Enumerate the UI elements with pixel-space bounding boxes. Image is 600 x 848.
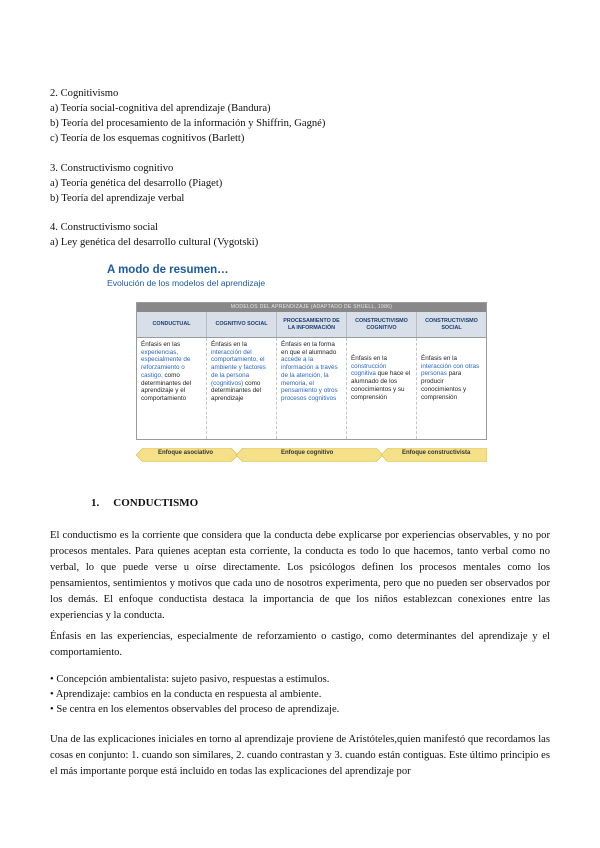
section-title: CONDUCTISMO — [113, 497, 199, 509]
cell-highlight: construcción cognitiva — [351, 362, 387, 378]
table-column-headers — [137, 312, 486, 338]
cell-text: Énfasis en la — [421, 355, 458, 362]
list-item: b) Teoría del procesamiento de la información y Shiffrin, Gagné) — [50, 118, 326, 129]
table-cell — [137, 338, 207, 439]
column-header: CONDUCTUAL — [137, 312, 207, 337]
arrow-label: Enfoque cognitivo — [281, 450, 334, 456]
table-header: MODELOS DEL APRENDIZAJE (ADAPTADO DE SHUELL, 1986) — [137, 303, 486, 312]
figure-subtitle: Evolución de los modelos del aprendizaje — [107, 278, 266, 288]
paragraph: Una de las explicaciones iniciales en torno al aprendizaje proviene de Aristóteles,quien manifestó que recordamos las cosas en conjunto: 1. cuando son similares, 2. cuando contrastan y 3. cuando están contiguas. Este último principio es el más importante porque está incluido en todas las explicaciones del aprendizaje por — [50, 734, 550, 777]
table-cell — [207, 338, 277, 439]
cell-highlight: accede a la información a través de la atención, la memoria, el pensamiento y otros procesos cognitivos — [281, 356, 338, 402]
figure-title: A modo de resumen… — [107, 264, 229, 276]
cell-text: para producir conocimientos y comprensión — [421, 370, 467, 401]
cell-highlight: experiencias, especialmente de reforzamiento o castigo, — [141, 348, 191, 379]
column-header: CONSTRUCTIVISMO COGNITIVO — [347, 312, 417, 337]
paragraph: El conductismo es la corriente que considera que la conducta debe explicarse por experiencias observables, y no por procesos mentales. Para quienes aceptan esta corriente, la conducta es todo lo que hacemos, tanto verbal como no verbal, lo que puede verse u oírse directamente. Los psicólogos definen los procesos mentales como los pensamientos, sentimientos y motivos que cada uno de nosotros experimenta, pero que no pueden ser observados por los demás. El enfoque conductista destaca la importancia de que los niños establezcan conexiones entre las experiencias y la conducta. — [50, 530, 550, 621]
table-cell — [277, 338, 347, 439]
table-cell — [347, 338, 417, 439]
table-body — [137, 338, 486, 439]
summary-figure — [107, 264, 487, 470]
list-item: a) Teoría genética del desarrollo (Piaget) — [50, 178, 223, 189]
column-header: PROCESAMIENTO DE LA INFORMACIÓN — [277, 312, 347, 337]
list-title: 4. Constructivismo social — [50, 222, 158, 233]
list-item: a) Ley genética del desarrollo cultural (Vygotski) — [50, 237, 259, 248]
table-cell — [417, 338, 486, 439]
cell-text: como determinantes del aprendizaje y el comportamiento — [141, 371, 192, 402]
cell-text: Énfasis en las — [141, 341, 181, 348]
list-title: 3. Constructivismo cognitivo — [50, 163, 174, 174]
list-item: b) Teoría del aprendizaje verbal — [50, 193, 185, 204]
arrow-label: Enfoque asociativo — [158, 450, 214, 456]
section-heading — [91, 497, 198, 509]
approach-arrows — [136, 448, 487, 462]
bullet-item: • Se centra en los elementos observables del proceso de aprendizaje. — [50, 704, 340, 715]
section-number: 1. — [91, 497, 100, 509]
list-title: 2. Cognitivismo — [50, 88, 119, 99]
bullet-item: • Concepción ambientalista: sujeto pasivo, respuestas a estímulos. — [50, 674, 330, 685]
column-header: COGNITIVO SOCIAL — [207, 312, 277, 337]
cell-highlight: interacción del comportamiento, el ambiente y factores de la persona (cognitivos) — [211, 348, 266, 387]
arrow-label: Enfoque constructivista — [402, 450, 471, 456]
cell-text: que hace el alumnado de los conocimientos y su comprensión — [351, 370, 411, 401]
cell-text: Énfasis en la forma en que el alumnado — [281, 341, 337, 356]
cell-text: Énfasis en la — [351, 355, 388, 362]
paragraph: Énfasis en las experiencias, especialmente de reforzamiento o castigo, como determinantes del aprendizaje y el comportamiento. — [50, 631, 550, 658]
bullet-item: • Aprendizaje: cambios en la conducta en respuesta al ambiente. — [50, 689, 322, 700]
list-item: c) Teoría de los esquemas cognitivos (Barlett) — [50, 133, 245, 144]
cell-text: Énfasis en la — [211, 341, 248, 348]
cell-highlight: interacción con otras personas — [421, 362, 480, 378]
list-item: a) Teoría social-cognitiva del aprendizaje (Bandura) — [50, 103, 271, 114]
column-header: CONSTRUCTIVISMO SOCIAL — [425, 317, 478, 331]
models-table — [136, 302, 487, 440]
cell-text: como determinantes del aprendizaje — [211, 379, 262, 402]
